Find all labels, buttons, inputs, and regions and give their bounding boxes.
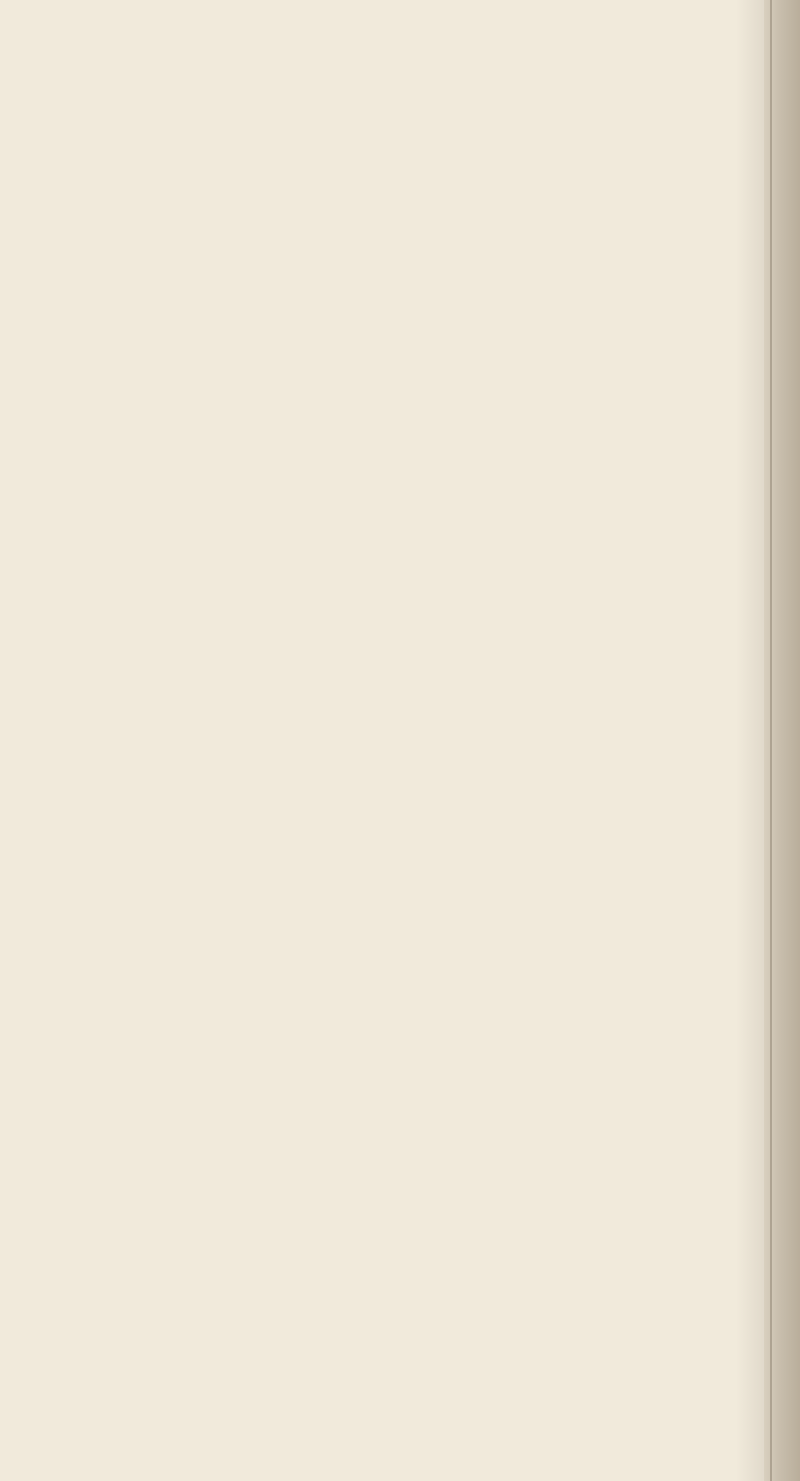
page-header — [86, 14, 766, 54]
binding-edge — [770, 0, 772, 1481]
